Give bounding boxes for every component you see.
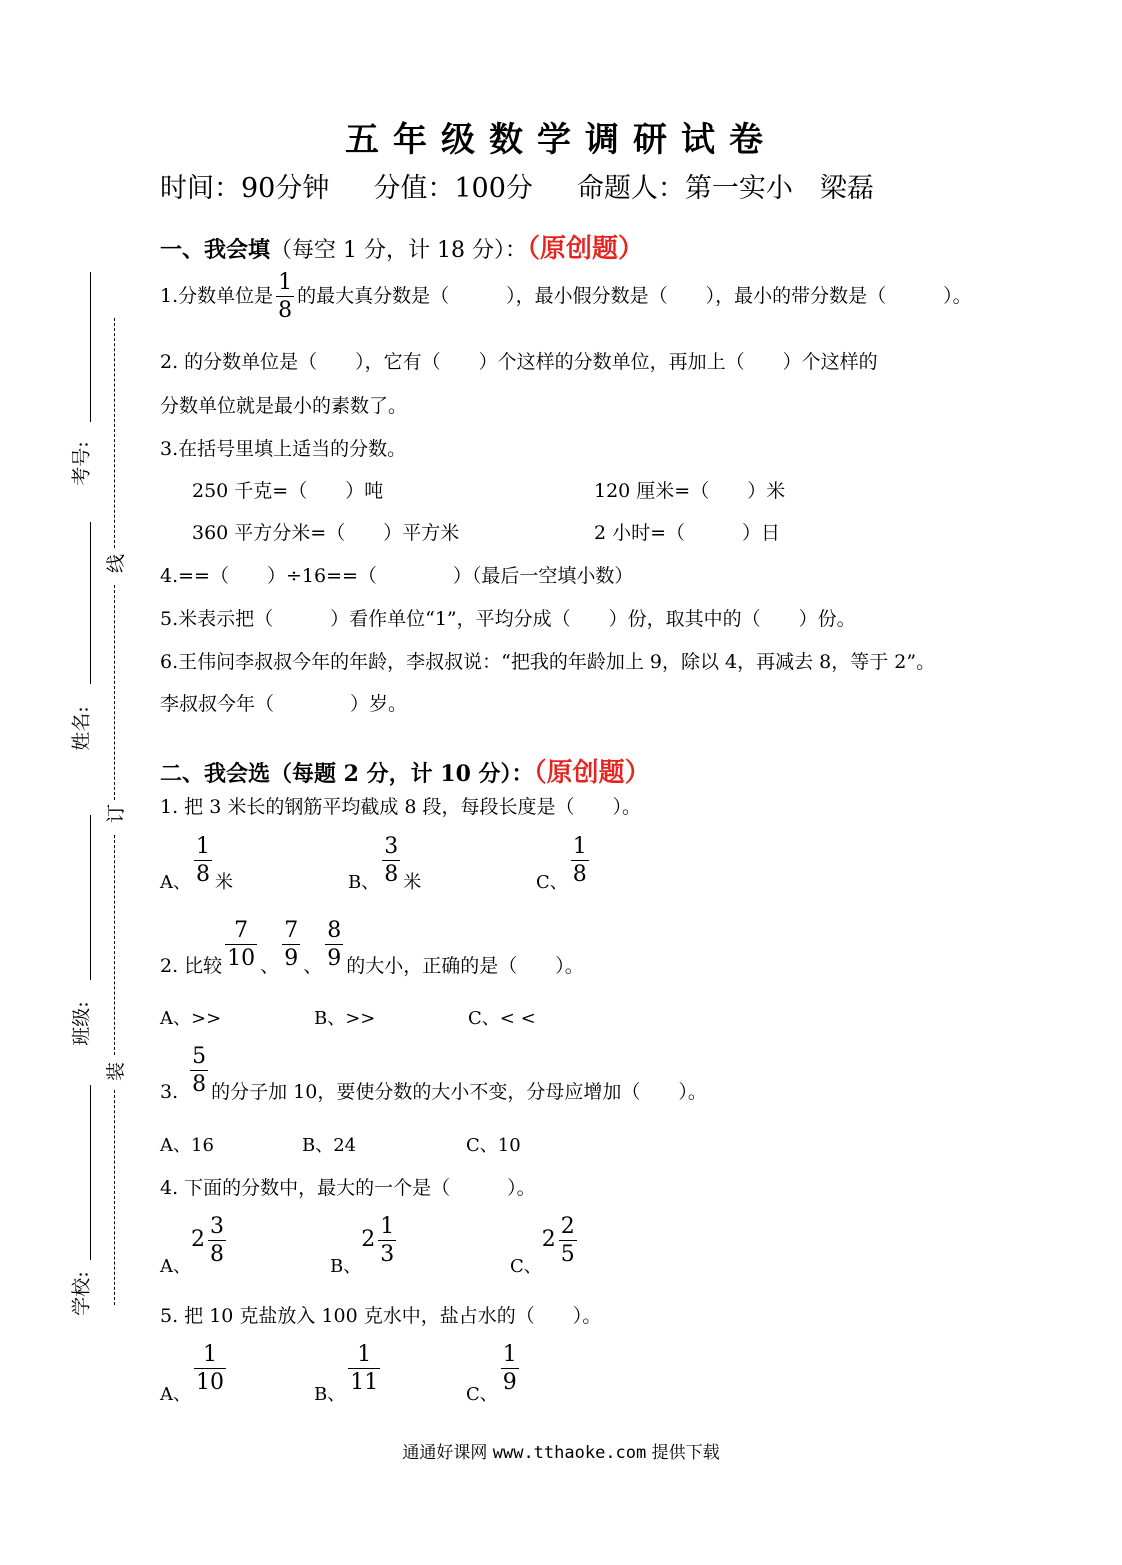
cut-mark-line: 线 xyxy=(105,553,128,574)
fraction xyxy=(378,1216,396,1266)
binding-line-1 xyxy=(90,272,91,422)
numerator: 1 xyxy=(380,1214,395,1239)
option-label: B、 xyxy=(348,872,380,893)
page-title: 五年级数学调研试卷 xyxy=(345,120,777,160)
denominator: 10 xyxy=(196,1370,224,1395)
cut-mark-fix: 装 xyxy=(105,1061,128,1082)
s2-q1-option-a xyxy=(160,836,233,894)
s2-q2-suffix: 的大小，正确的是（ ）。 xyxy=(346,955,584,977)
s2-q1-option-b xyxy=(348,836,421,894)
fraction xyxy=(208,1216,226,1266)
binding-dash-2 xyxy=(114,585,115,800)
s2-q3-option-c: C、10 xyxy=(466,1135,521,1156)
s2-q5-option-a xyxy=(160,1344,229,1406)
s2-q4-option-c xyxy=(510,1216,580,1278)
separator: 、 xyxy=(303,955,323,977)
s1-q3-item-4: 2 小时=（ ）日 xyxy=(594,522,781,544)
fraction xyxy=(194,1344,226,1394)
binding-line-3 xyxy=(90,815,91,980)
numerator: 1 xyxy=(502,1342,517,1367)
s2-q5-option-c xyxy=(466,1344,522,1406)
fraction xyxy=(348,1344,380,1394)
exam-meta xyxy=(160,166,918,205)
s1-question-5: 5.米表示把（ ）看作单位“1”，平均分成（ ）份，取其中的（ ）份。 xyxy=(160,608,856,630)
separator: 、 xyxy=(260,955,280,977)
numerator: 2 xyxy=(560,1214,575,1239)
s2-q3-suffix: 的分子加 10，要使分数的大小不变，分母应增加（ ）。 xyxy=(211,1081,707,1103)
s1-question-2-line2: 分数单位就是最小的素数了。 xyxy=(160,395,408,417)
numerator: 7 xyxy=(225,920,257,945)
denominator: 8 xyxy=(572,862,587,887)
name-label: 姓名: xyxy=(70,706,93,751)
denominator: 5 xyxy=(560,1242,575,1267)
fraction xyxy=(276,272,294,322)
s1-question-1 xyxy=(160,272,972,322)
s2-q4-option-b xyxy=(330,1216,399,1278)
s2-q2-option-c: C、< < xyxy=(468,1008,536,1029)
section1-heading xyxy=(160,228,644,265)
footer-site-name: 通通好课网 xyxy=(402,1443,488,1463)
section2-original-tag: （原创题） xyxy=(533,758,651,788)
s2-question-5: 5. 把 10 克盐放入 100 克水中，盐占水的（ ）。 xyxy=(160,1305,602,1327)
s2-q3-option-a: A、16 xyxy=(160,1135,214,1156)
option-label: B、 xyxy=(330,1256,362,1277)
numerator: 1 xyxy=(196,834,210,859)
school-label: 学校: xyxy=(70,1271,93,1316)
class-label: 班级: xyxy=(70,1001,93,1046)
denominator: 10 xyxy=(227,946,256,971)
option-label: A、 xyxy=(160,872,191,893)
s2-q3-prefix: 3. xyxy=(160,1081,179,1103)
fraction xyxy=(190,1046,208,1096)
s1-question-6-line1: 6.王伟问李叔叔今年的年龄，李叔叔说：“把我的年龄加上 9，除以 4，再减去 8，等于 2”。 xyxy=(160,651,936,673)
binding-line-2 xyxy=(90,522,91,684)
s1-question-4: 4.==（ ）÷16==（ ）（最后一空填小数） xyxy=(160,565,634,587)
binding-dash-4 xyxy=(114,1090,115,1305)
binding-dash-1 xyxy=(114,318,115,548)
numerator: 1 xyxy=(572,834,587,859)
numerator: 1 xyxy=(278,270,293,295)
numerator: 1 xyxy=(348,1344,380,1369)
s2-q2-option-a: A、>> xyxy=(160,1008,222,1029)
numerator: 5 xyxy=(192,1044,207,1069)
numerator: 7 xyxy=(284,918,299,943)
denominator: 8 xyxy=(210,1242,224,1267)
s2-q3-option-b: B、24 xyxy=(302,1135,357,1156)
option-label: C、 xyxy=(536,872,568,893)
whole-number: 2 xyxy=(541,1227,556,1252)
option-label: B、 xyxy=(314,1384,346,1405)
denominator: 9 xyxy=(284,946,299,971)
fraction xyxy=(559,1216,577,1266)
s1-q1-suffix: 的最大真分数是（ ），最小假分数是（ ），最小的带分数是（ ）。 xyxy=(297,285,972,307)
fraction xyxy=(501,1344,519,1394)
s2-q4-option-a xyxy=(160,1216,229,1278)
fraction xyxy=(282,920,300,970)
section1-original-tag: （原创题） xyxy=(526,234,644,264)
option-unit: 米 xyxy=(215,872,233,893)
option-unit: 米 xyxy=(403,872,422,893)
section1-title: 一、我会填 xyxy=(160,237,271,263)
s1-q3-item-2: 120 厘米=（ ）米 xyxy=(594,480,786,502)
cut-mark-bind: 订 xyxy=(105,803,128,824)
option-label: C、 xyxy=(466,1384,498,1405)
fraction xyxy=(571,836,589,886)
s2-question-4: 4. 下面的分数中，最大的一个是（ ）。 xyxy=(160,1177,536,1199)
s2-q5-option-b xyxy=(314,1344,383,1406)
s2-question-2 xyxy=(160,920,584,978)
s1-question-2-line1: 2. 的分数单位是（ ），它有（ ）个这样的分数单位，再加上（ ）个这样的 xyxy=(160,351,878,373)
section2-title: 二、我会选（每题 2 分，计 10 分）： xyxy=(160,761,534,787)
denominator: 8 xyxy=(278,298,293,323)
footer-note: 提供下载 xyxy=(651,1443,720,1463)
whole-number: 2 xyxy=(191,1227,205,1252)
s2-q2-prefix: 2. 比较 xyxy=(160,955,223,977)
fraction xyxy=(194,836,212,886)
s2-question-3 xyxy=(160,1046,707,1104)
whole-number: 2 xyxy=(361,1227,376,1252)
option-label: C、 xyxy=(510,1256,542,1277)
s1-q1-prefix: 1.分数单位是 xyxy=(160,285,274,307)
s2-question-1: 1. 把 3 米长的钢筋平均截成 8 段，每段长度是（ ）。 xyxy=(160,796,642,818)
denominator: 8 xyxy=(192,1072,207,1097)
denominator: 9 xyxy=(502,1370,517,1395)
exam-number-label: 考号: xyxy=(70,441,93,486)
page-footer xyxy=(0,1438,1122,1463)
footer-url[interactable]: www.tthaoke.com xyxy=(492,1443,647,1463)
numerator: 1 xyxy=(194,1344,226,1369)
option-label: A、 xyxy=(160,1384,191,1405)
numerator: 3 xyxy=(384,834,399,859)
s2-q2-option-b: B、>> xyxy=(314,1008,376,1029)
option-label: A、 xyxy=(160,1256,191,1277)
s1-q3-item-3: 360 平方分米=（ ）平方米 xyxy=(192,522,460,544)
exam-author: 命题人：第一实小 梁磊 xyxy=(576,173,874,204)
denominator: 3 xyxy=(380,1242,395,1267)
s1-question-6-line2: 李叔叔今年（ ）岁。 xyxy=(160,693,408,715)
fraction xyxy=(225,920,257,970)
section2-heading xyxy=(160,752,651,789)
denominator: 9 xyxy=(327,946,342,971)
exam-score: 分值：100分 xyxy=(373,173,533,204)
binding-dash-3 xyxy=(114,835,115,1055)
denominator: 8 xyxy=(384,862,399,887)
s1-q3-item-1: 250 千克=（ ）吨 xyxy=(192,480,384,502)
denominator: 8 xyxy=(196,862,210,887)
exam-time: 时间：90分钟 xyxy=(160,173,330,204)
numerator: 3 xyxy=(210,1214,224,1239)
s1-question-3: 3.在括号里填上适当的分数。 xyxy=(160,438,407,460)
s2-q1-option-c xyxy=(536,836,592,894)
section1-note: （每空 1 分，计 18 分）： xyxy=(270,238,527,263)
fraction xyxy=(382,836,400,886)
numerator: 8 xyxy=(327,918,342,943)
binding-line-4 xyxy=(90,1085,91,1260)
denominator: 11 xyxy=(350,1370,379,1395)
fraction xyxy=(325,920,343,970)
